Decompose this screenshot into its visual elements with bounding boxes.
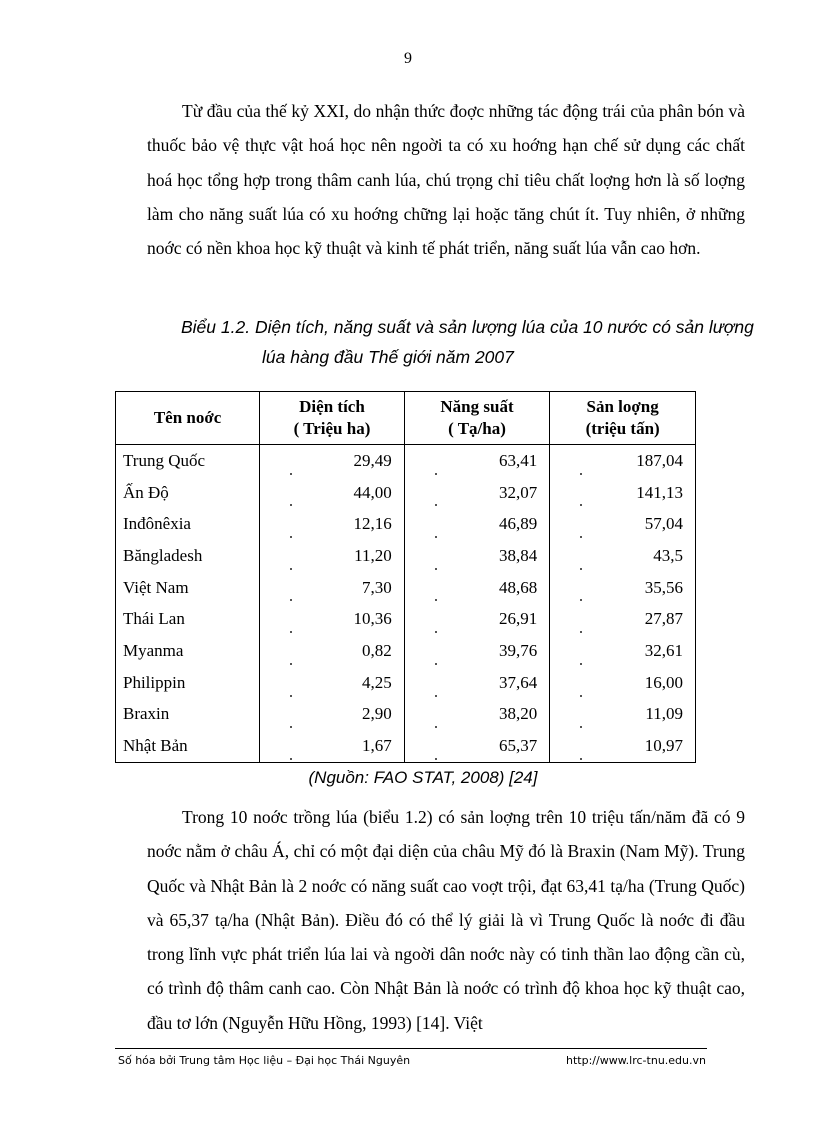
cell-area: 44,00 — [260, 477, 405, 509]
table-row — [116, 572, 696, 604]
scan-dot — [580, 599, 582, 601]
header-production-unit: (triệu tấn) — [585, 419, 660, 438]
rice-statistics-table — [115, 391, 696, 763]
scan-dot — [290, 536, 292, 538]
cell-production: 187,04 — [550, 445, 696, 477]
table-row — [116, 667, 696, 699]
scan-dot — [580, 473, 582, 475]
scan-dot — [580, 726, 582, 728]
scan-dot — [435, 473, 437, 475]
cell-area: 0,82 — [260, 635, 405, 667]
header-yield — [404, 392, 550, 445]
header-area-label: Diện tích — [299, 397, 365, 416]
cell-country: Thái Lan — [116, 603, 260, 635]
cell-yield: 26,91 — [404, 603, 550, 635]
table-row — [116, 477, 696, 509]
scan-dot — [580, 695, 582, 697]
scan-dot — [435, 504, 437, 506]
table-row — [116, 635, 696, 667]
footer-url: http://www.lrc-tnu.edu.vn — [566, 1054, 706, 1067]
scan-dot — [290, 726, 292, 728]
scan-dot — [290, 473, 292, 475]
scan-dot — [290, 663, 292, 665]
cell-production: 10,97 — [550, 730, 696, 762]
header-production-label: Sản loợng — [586, 397, 659, 416]
cell-country: Philippin — [116, 667, 260, 699]
scan-dot — [435, 536, 437, 538]
table-row — [116, 603, 696, 635]
cell-country: Việt Nam — [116, 572, 260, 604]
cell-production: 32,61 — [550, 635, 696, 667]
scan-dot — [580, 663, 582, 665]
header-country — [116, 392, 260, 445]
scan-dot — [290, 504, 292, 506]
cell-production: 16,00 — [550, 667, 696, 699]
cell-country: Băngladesh — [116, 540, 260, 572]
cell-country: Braxin — [116, 699, 260, 731]
table-header-row — [116, 392, 696, 445]
cell-country: Ấn Độ — [116, 477, 260, 509]
cell-country: Trung Quốc — [116, 445, 260, 477]
table-row — [116, 540, 696, 572]
cell-area: 11,20 — [260, 540, 405, 572]
cell-yield: 48,68 — [404, 572, 550, 604]
cell-area: 10,36 — [260, 603, 405, 635]
cell-country: Inđônêxia — [116, 508, 260, 540]
cell-yield: 46,89 — [404, 508, 550, 540]
scan-dot — [435, 568, 437, 570]
body-paragraph-1: Từ đầu của thế kỷ XXI, do nhận thức đoợc những tác động trái của phân bón và thuốc bảo vệ thực vật hoá học nên ngoời ta có xu hoớng hạn chế sử dụng các chất hoá học tổng hợp trong thâm canh lúa, chú trọng chỉ tiêu chất loợng hơn là số loợng làm cho năng suất lúa có xu hoớng chững lại hoặc tăng chút ít. Tuy nhiên, ở những noớc có nền khoa học kỹ thuật và kinh tế phát triển, năng suất lúa vẫn cao hơn. — [147, 101, 745, 259]
cell-production: 57,04 — [550, 508, 696, 540]
header-yield-unit: ( Tạ/ha) — [448, 419, 506, 438]
cell-country: Myanma — [116, 635, 260, 667]
scan-dot — [290, 568, 292, 570]
header-area — [260, 392, 405, 445]
scan-dot — [435, 599, 437, 601]
page-number: 9 — [404, 50, 412, 67]
cell-production: 27,87 — [550, 603, 696, 635]
cell-yield: 38,20 — [404, 699, 550, 731]
cell-country: Nhật Bản — [116, 730, 260, 762]
scan-dot — [435, 695, 437, 697]
scan-dot — [435, 631, 437, 633]
cell-production: 141,13 — [550, 477, 696, 509]
cell-area: 12,16 — [260, 508, 405, 540]
cell-area: 7,30 — [260, 572, 405, 604]
footer-credit: Số hóa bởi Trung tâm Học liệu – Đại học Thái Nguyên — [118, 1054, 411, 1067]
cell-area: 4,25 — [260, 667, 405, 699]
header-yield-label: Năng suất — [440, 397, 514, 416]
cell-production: 35,56 — [550, 572, 696, 604]
header-area-unit: ( Triệu ha) — [293, 419, 371, 438]
header-country-label: Tên noớc — [153, 408, 222, 427]
table-caption-line-1: Biểu 1.2. Diện tích, năng suất và sản lượng lúa của 10 nước có sản lượng — [181, 317, 754, 337]
table-row — [116, 699, 696, 731]
table-row — [116, 730, 696, 762]
scan-dot — [580, 536, 582, 538]
cell-yield: 37,64 — [404, 667, 550, 699]
scan-dot — [435, 663, 437, 665]
cell-production: 11,09 — [550, 699, 696, 731]
scan-dot — [580, 568, 582, 570]
cell-production: 43,5 — [550, 540, 696, 572]
body-paragraph-2: Trong 10 noớc trồng lúa (biểu 1.2) có sản loợng trên 10 triệu tấn/năm đã có 9 noớc nằm ở châu Á, chỉ có một đại diện của châu Mỹ đó là Braxin (Nam Mỹ). Trung Quốc và Nhật Bản là 2 noớc có năng suất cao voợt trội, đạt 63,41 tạ/ha (Trung Quốc) và 65,37 tạ/ha (Nhật Bản). Điều đó có thể lý giải là vì Trung Quốc là noớc đi đầu trong lĩnh vực phát triển lúa lai và ngoời dân noớc này có tinh thần lao động cần cù, có trình độ thâm canh cao. Còn Nhật Bản là noớc có trình độ khoa học kỹ thuật cao, đầu tơ lớn (Nguyễn Hữu Hồng, 1993) [14]. Việt — [147, 807, 745, 1033]
footer-divider — [115, 1048, 707, 1049]
scan-dot — [580, 758, 582, 760]
scan-dot — [580, 504, 582, 506]
cell-yield: 63,41 — [404, 445, 550, 477]
cell-yield: 32,07 — [404, 477, 550, 509]
cell-area: 1,67 — [260, 730, 405, 762]
cell-yield: 39,76 — [404, 635, 550, 667]
cell-area: 2,90 — [260, 699, 405, 731]
header-production — [550, 392, 696, 445]
cell-area: 29,49 — [260, 445, 405, 477]
scan-dot — [435, 726, 437, 728]
scan-dot — [290, 695, 292, 697]
scan-dot — [435, 758, 437, 760]
scan-dot — [580, 631, 582, 633]
table-row — [116, 445, 696, 477]
table-row — [116, 508, 696, 540]
scan-dot — [290, 758, 292, 760]
scan-dot — [290, 631, 292, 633]
table-caption-line-2: lúa hàng đầu Thế giới năm 2007 — [262, 347, 514, 367]
cell-yield: 38,84 — [404, 540, 550, 572]
scan-dot — [290, 599, 292, 601]
cell-yield: 65,37 — [404, 730, 550, 762]
table-source-note: (Nguồn: FAO STAT, 2008) [24] — [308, 768, 538, 787]
